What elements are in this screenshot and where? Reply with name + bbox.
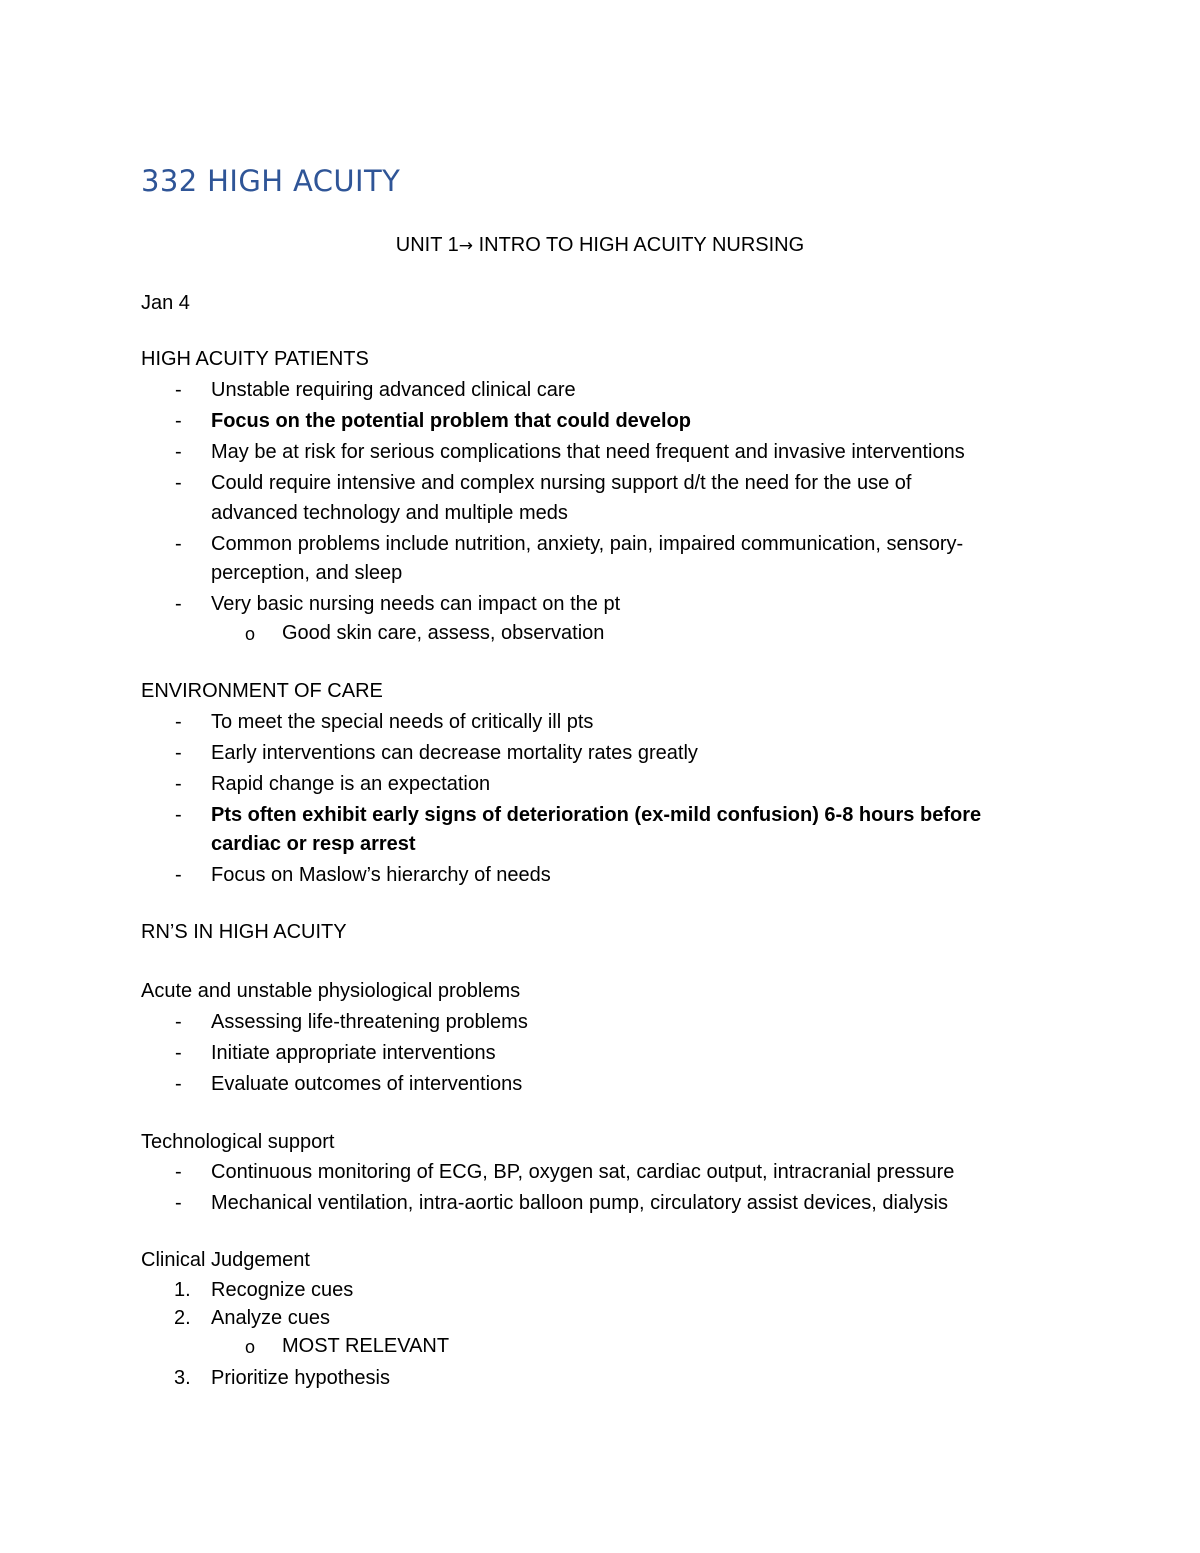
unit-heading <box>0 231 1200 260</box>
list-item: Assessing life-threatening problems <box>211 1011 528 1033</box>
list-item: Initiate appropriate interventions <box>211 1042 496 1064</box>
list-item: Common problems include nutrition, anxiety, pain, impaired communication, sensory- <box>211 533 964 555</box>
section-heading-high-acuity-patients: HIGH ACUITY PATIENTS <box>141 348 369 370</box>
section-heading-environment-of-care: ENVIRONMENT OF CARE <box>141 680 383 702</box>
list-item: Evaluate outcomes of interventions <box>211 1073 523 1095</box>
dash-bullet: - <box>175 533 182 555</box>
step-number: 3. <box>174 1367 191 1389</box>
unit-heading-suffix: INTRO TO HIGH ACUITY NURSING <box>473 234 805 256</box>
dash-bullet: - <box>175 773 182 795</box>
circle-bullet: o <box>245 624 256 644</box>
step-number: 2. <box>174 1307 191 1329</box>
list-item-continuation: perception, and sleep <box>211 562 403 584</box>
section-heading-acute-problems: Acute and unstable physiological problems <box>141 980 521 1002</box>
list-item: Early interventions can decrease mortality rates greatly <box>211 742 698 764</box>
document-title: 332 HIGH ACUITY <box>141 164 401 198</box>
step-number: 1. <box>174 1279 191 1301</box>
dash-bullet: - <box>175 1042 182 1064</box>
dash-bullet: - <box>175 1073 182 1095</box>
right-arrow-icon: → <box>458 236 474 256</box>
unit-heading-prefix: UNIT 1 <box>395 234 459 256</box>
dash-bullet: - <box>175 1011 182 1033</box>
dash-bullet: - <box>175 472 182 494</box>
section-heading-technological-support: Technological support <box>141 1131 335 1153</box>
circle-bullet: o <box>245 1337 256 1357</box>
list-item: Focus on Maslow’s hierarchy of needs <box>211 864 551 886</box>
dash-bullet: - <box>175 379 182 401</box>
list-item: Pts often exhibit early signs of deterioration (ex-mild confusion) 6-8 hours before <box>211 804 982 826</box>
list-item: Continuous monitoring of ECG, BP, oxygen sat, cardiac output, intracranial pressure <box>211 1161 955 1183</box>
section-heading-rns-in-high-acuity: RN’S IN HIGH ACUITY <box>141 921 347 943</box>
section-heading-clinical-judgement: Clinical Judgement <box>141 1249 310 1271</box>
dash-bullet: - <box>175 410 182 432</box>
date-label: Jan 4 <box>141 292 190 314</box>
list-item-continuation: cardiac or resp arrest <box>211 833 416 855</box>
dash-bullet: - <box>175 804 182 826</box>
list-item: To meet the special needs of critically ill pts <box>211 711 594 733</box>
sub-list-item: MOST RELEVANT <box>282 1335 450 1357</box>
list-item: Mechanical ventilation, intra-aortic balloon pump, circulatory assist devices, dialysis <box>211 1192 948 1214</box>
dash-bullet: - <box>175 1161 182 1183</box>
dash-bullet: - <box>175 742 182 764</box>
numbered-list-item: Prioritize hypothesis <box>211 1367 390 1389</box>
dash-bullet: - <box>175 864 182 886</box>
numbered-list-item: Recognize cues <box>211 1279 354 1301</box>
list-item: Focus on the potential problem that could develop <box>211 410 692 432</box>
list-item-continuation: advanced technology and multiple meds <box>211 502 568 524</box>
list-item: Very basic nursing needs can impact on the pt <box>211 593 621 615</box>
list-item: Could require intensive and complex nursing support d/t the need for the use of <box>211 472 912 494</box>
numbered-list-item: Analyze cues <box>211 1307 330 1329</box>
list-item: Unstable requiring advanced clinical care <box>211 379 576 401</box>
sub-list-item: Good skin care, assess, observation <box>282 622 605 644</box>
dash-bullet: - <box>175 711 182 733</box>
dash-bullet: - <box>175 441 182 463</box>
list-item: Rapid change is an expectation <box>211 773 491 795</box>
dash-bullet: - <box>175 1192 182 1214</box>
dash-bullet: - <box>175 593 182 615</box>
list-item: May be at risk for serious complications that need frequent and invasive interventions <box>211 441 965 463</box>
